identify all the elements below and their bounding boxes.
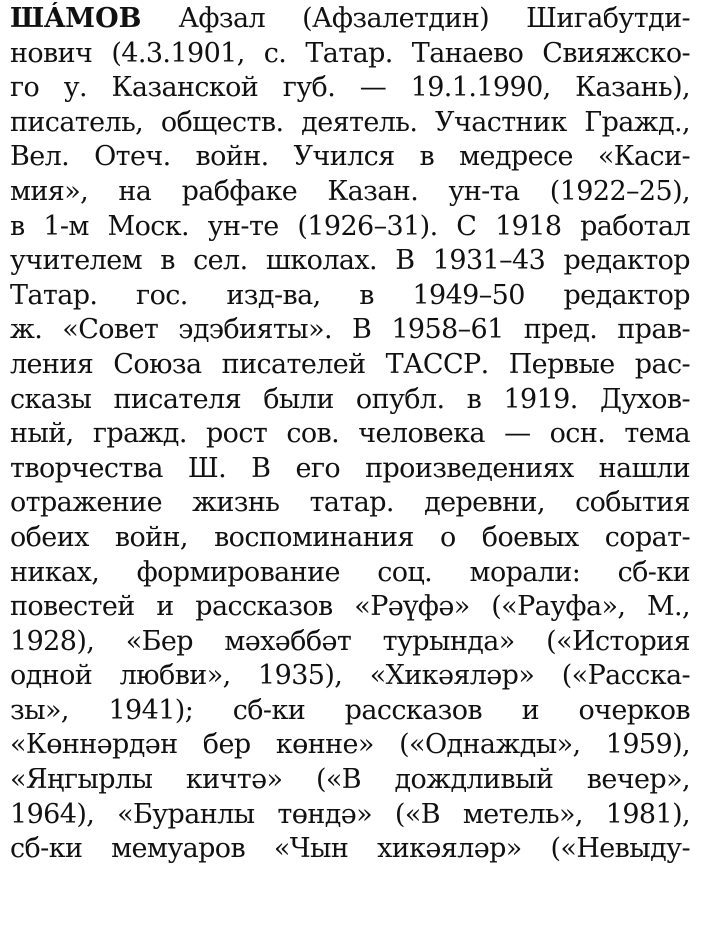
article-line-4: писатель, обществ. деятель. Участник Гражд., [10,106,690,138]
article-line-5: Вел. Отеч. войн. Учился в медресе «Каси- [10,141,690,173]
article-line-22: «Көннәрдән бер көнне» («Однажды», 1959), [10,729,690,761]
article-line-11: ления Союза писателей ТАССР. Первые рас- [10,348,690,380]
article-line-8: учителем в сел. школах. В 1931–43 редактор [10,245,690,277]
article-line-13: ный, гражд. рост сов. человека — осн. тема [10,418,690,450]
article-line-23: «Яңгырлы кичтә» («В дождливый вечер», [10,764,690,796]
article-line-20: одной любви», 1935), «Хикәяләр» («Расска- [10,660,690,692]
article-line-18: повестей и рассказов «Рәүфә» («Рауфа», М., [10,591,690,623]
article-line-1 [10,2,690,37]
article-line-14: творчества Ш. В его произведениях нашли [10,452,690,484]
article-line-7: в 1-м Моск. ун-те (1926–31). С 1918 работал [10,210,690,242]
article-line-3: го у. Казанской губ. — 19.1.1990, Казань), [10,72,690,104]
article-headword: ШÁМОВ [10,3,142,34]
article-line-17: никах, формирование соц. морали: сб-ки [10,556,690,588]
article-line-24: 1964), «Буранлы төндә» («В метель», 1981), [10,798,690,830]
article-line-16: обеих войн, воспоминания о боевых сорат- [10,521,690,553]
article-line-9: Татар. гос. изд-ва, в 1949–50 редактор [10,279,690,311]
article-line-21: зы», 1941); сб-ки рассказов и очерков [10,694,690,726]
article-line-19: 1928), «Бер мәхәббәт турында» («История [10,625,690,657]
article-line-1-text: Афзал (Афзалетдин) Шигабутди- [141,3,690,34]
article-line-6: мия», на рабфаке Казан. ун-та (1922–25), [10,175,690,207]
article-line-15: отражение жизнь татар. деревни, события [10,487,690,519]
article-line-12: сказы писателя были опубл. в 1919. Духов- [10,383,690,415]
article-line-25: сб-ки мемуаров «Чын хикәяләр» («Невыду- [10,833,690,865]
article-line-10: ж. «Совет эдэбияты». В 1958–61 пред. прав- [10,314,690,346]
article-line-2: нович (4.3.1901, с. Татар. Танаево Свияжско- [10,37,690,69]
